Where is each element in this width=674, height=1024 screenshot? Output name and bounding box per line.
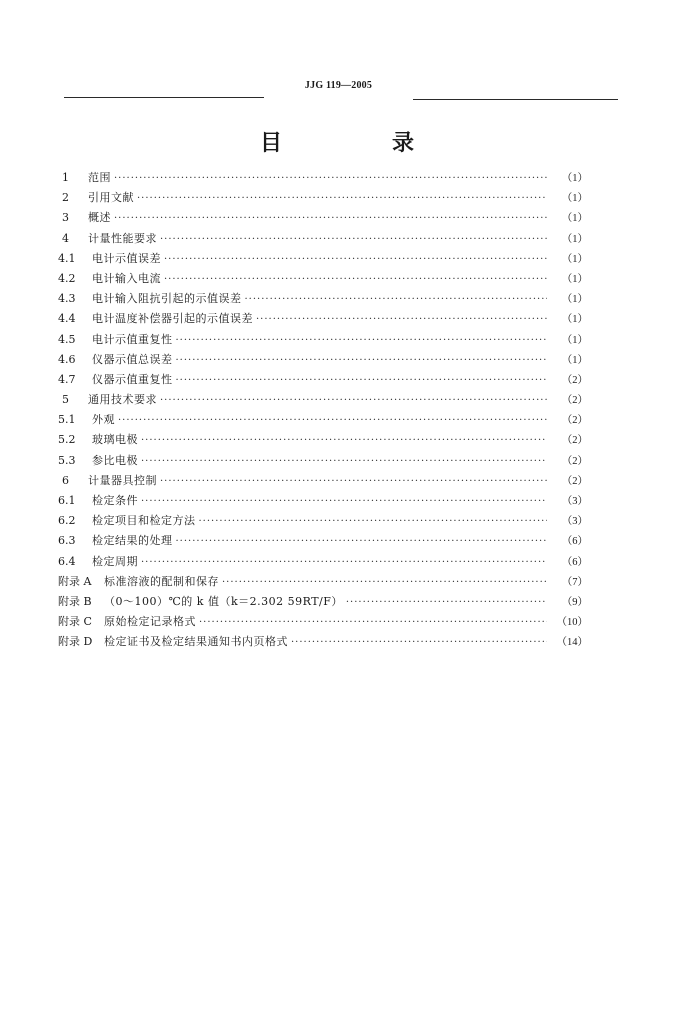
toc-entry[interactable] [58,572,588,592]
toc-entry-number: 5 [62,393,69,407]
toc-leader-dots [176,351,548,371]
toc-entry[interactable] [58,330,588,350]
toc-entry-page: （2） [561,395,588,407]
toc-entry-number: 3 [62,211,69,225]
toc-entry-title: 检定周期 [92,554,138,568]
toc-entry-page: （3） [561,516,588,528]
toc-entry[interactable] [58,471,588,491]
header-rule-left [64,97,264,98]
toc-entry-title: 通用技术要求 [88,393,157,407]
toc-entry-number: 4.6 [58,352,76,366]
toc-leader-dots [164,270,547,290]
toc-entry[interactable] [58,249,588,269]
toc-leader-dots [199,613,547,633]
toc-entry-page: （6） [561,556,588,568]
toc-entry-title: 检定证书及检定结果通知书内页格式 [104,635,288,649]
toc-leader-dots [141,553,547,573]
toc-leader-dots [114,169,547,189]
toc-entry-title: 检定结果的处理 [92,534,173,548]
toc-leader-dots [160,391,547,411]
toc-leader-dots [222,573,547,593]
toc-entry[interactable] [58,229,588,249]
toc-entry-title: 标准溶液的配制和保存 [104,574,219,588]
toc-entry-number: 附录 B [58,594,92,608]
toc-entry-title: 原始检定记录格式 [104,615,196,629]
toc-entry[interactable] [58,531,588,551]
toc-entry[interactable] [58,289,588,309]
toc-entry-number: 6.4 [58,554,76,568]
toc-entry-title: 计量器具控制 [88,473,157,487]
toc-entry-title: 引用文献 [88,191,134,205]
toc-leader-dots [245,290,548,310]
toc-leader-dots [176,371,548,391]
toc-entry[interactable] [58,309,588,329]
toc-entry-title: 电计输入电流 [92,271,161,285]
toc-entry-title: 外观 [92,413,115,427]
toc-entry-title: 电计示值误差 [92,251,161,265]
toc-entry[interactable] [58,390,588,410]
toc-entry-page: （2） [561,374,588,386]
toc-entry-page: （14） [556,637,588,649]
toc-entry-page: （1） [561,294,588,306]
toc-entry-number: 4.5 [58,332,76,346]
toc-entry-number: 4.3 [58,292,76,306]
toc-entry-number: 4.2 [58,271,76,285]
toc-entry-number: 4 [62,231,69,245]
toc-entry-number: 5.2 [58,433,76,447]
toc-entry-number: 4.7 [58,372,76,386]
toc-entry-title: 电计输入阻抗引起的示值误差 [92,292,242,306]
toc-entry-title: 检定项目和检定方法 [92,514,196,528]
toc-entry-number: 5.3 [58,453,76,467]
toc-entry-page: （1） [561,334,588,346]
toc-leader-dots [291,633,547,653]
toc-entry-page: （1） [561,213,588,225]
toc-entry-title: 参比电极 [92,453,138,467]
toc-entry-page: （10） [556,617,588,629]
toc-entry-title: 检定条件 [92,494,138,507]
toc-entry-title: 仪器示值总误差 [92,352,173,366]
header-rule-right [413,99,618,100]
toc-entry-title: （0～100）℃的 k 值（k＝2.302 59RT/F） [104,594,343,608]
toc-entry[interactable] [58,269,588,289]
toc-entry[interactable] [58,350,588,370]
toc-entry[interactable] [58,188,588,208]
toc-entry[interactable] [58,451,588,471]
toc-entry-title: 概述 [88,211,111,225]
toc-leader-dots [164,250,547,270]
toc-entry-number: 附录 C [58,615,92,629]
toc-entry-page: （1） [561,233,588,245]
standard-code: JJG 119—2005 [304,80,373,91]
toc-entry[interactable] [58,552,588,572]
toc-entry[interactable] [58,592,588,612]
toc-entry-page: （2） [561,475,588,487]
toc-entry-title: 仪器示值重复性 [92,372,173,386]
toc-entry[interactable] [58,632,588,652]
toc-entry-page: （2） [561,455,588,467]
toc-entry-page: （2） [561,415,588,427]
toc-entry[interactable] [58,612,588,632]
toc-leader-dots [141,431,547,451]
toc-leader-dots [199,512,548,532]
toc-entry-page: （1） [561,173,588,184]
toc-entry-title: 计量性能要求 [88,231,157,245]
toc-entry-title: 范围 [88,171,111,184]
toc-entry-page: （1） [561,253,588,265]
toc-entry-number: 1 [62,171,69,184]
toc-entry-page: （1） [561,273,588,285]
toc-entry[interactable] [58,491,588,511]
toc-leader-dots [118,411,547,431]
toc-entry-number: 4.4 [58,312,76,326]
toc-entry-number: 附录 A [58,574,92,588]
toc-entry-page: （1） [561,354,588,366]
toc-leader-dots [176,532,548,552]
toc-leader-dots [346,593,547,613]
toc-entry-number: 6.1 [58,494,76,507]
toc-leader-dots [176,331,548,351]
toc-leader-dots [160,230,547,250]
toc-leader-dots [114,209,547,229]
toc-entry[interactable] [58,410,588,430]
toc-leader-dots [141,492,547,512]
toc-entry[interactable] [58,208,588,228]
toc-entry-number: 4.1 [58,251,76,265]
toc-entry-number: 6 [62,473,69,487]
toc-entry-number: 2 [62,191,69,205]
page-header [0,80,674,104]
toc-entry-number: 附录 D [58,635,93,649]
page-title: 目 录 [259,131,458,156]
toc-leader-dots [137,189,547,209]
toc-entry-page: （2） [561,435,588,447]
toc-entry-page: （1） [561,193,588,205]
toc-entry-page: （7） [561,576,588,588]
toc-entry[interactable] [58,430,588,450]
toc-entry-page: （1） [561,314,588,326]
toc-entry-page: （6） [561,536,588,548]
toc-entry[interactable] [58,511,588,531]
toc-entry-title: 电计示值重复性 [92,332,173,346]
toc-entry[interactable] [58,370,588,390]
toc-entry-title: 玻璃电极 [92,433,138,447]
toc-entry[interactable] [58,168,588,188]
toc-leader-dots [160,472,547,492]
toc-entry-number: 5.1 [58,413,76,427]
toc-leader-dots [256,310,547,330]
table-of-contents [58,168,588,653]
toc-entry-page: （3） [561,496,588,507]
toc-entry-number: 6.2 [58,514,76,528]
toc-entry-title: 电计温度补偿器引起的示值误差 [92,312,253,326]
toc-entry-number: 6.3 [58,534,76,548]
toc-leader-dots [141,452,547,472]
toc-entry-page: （9） [561,596,588,608]
